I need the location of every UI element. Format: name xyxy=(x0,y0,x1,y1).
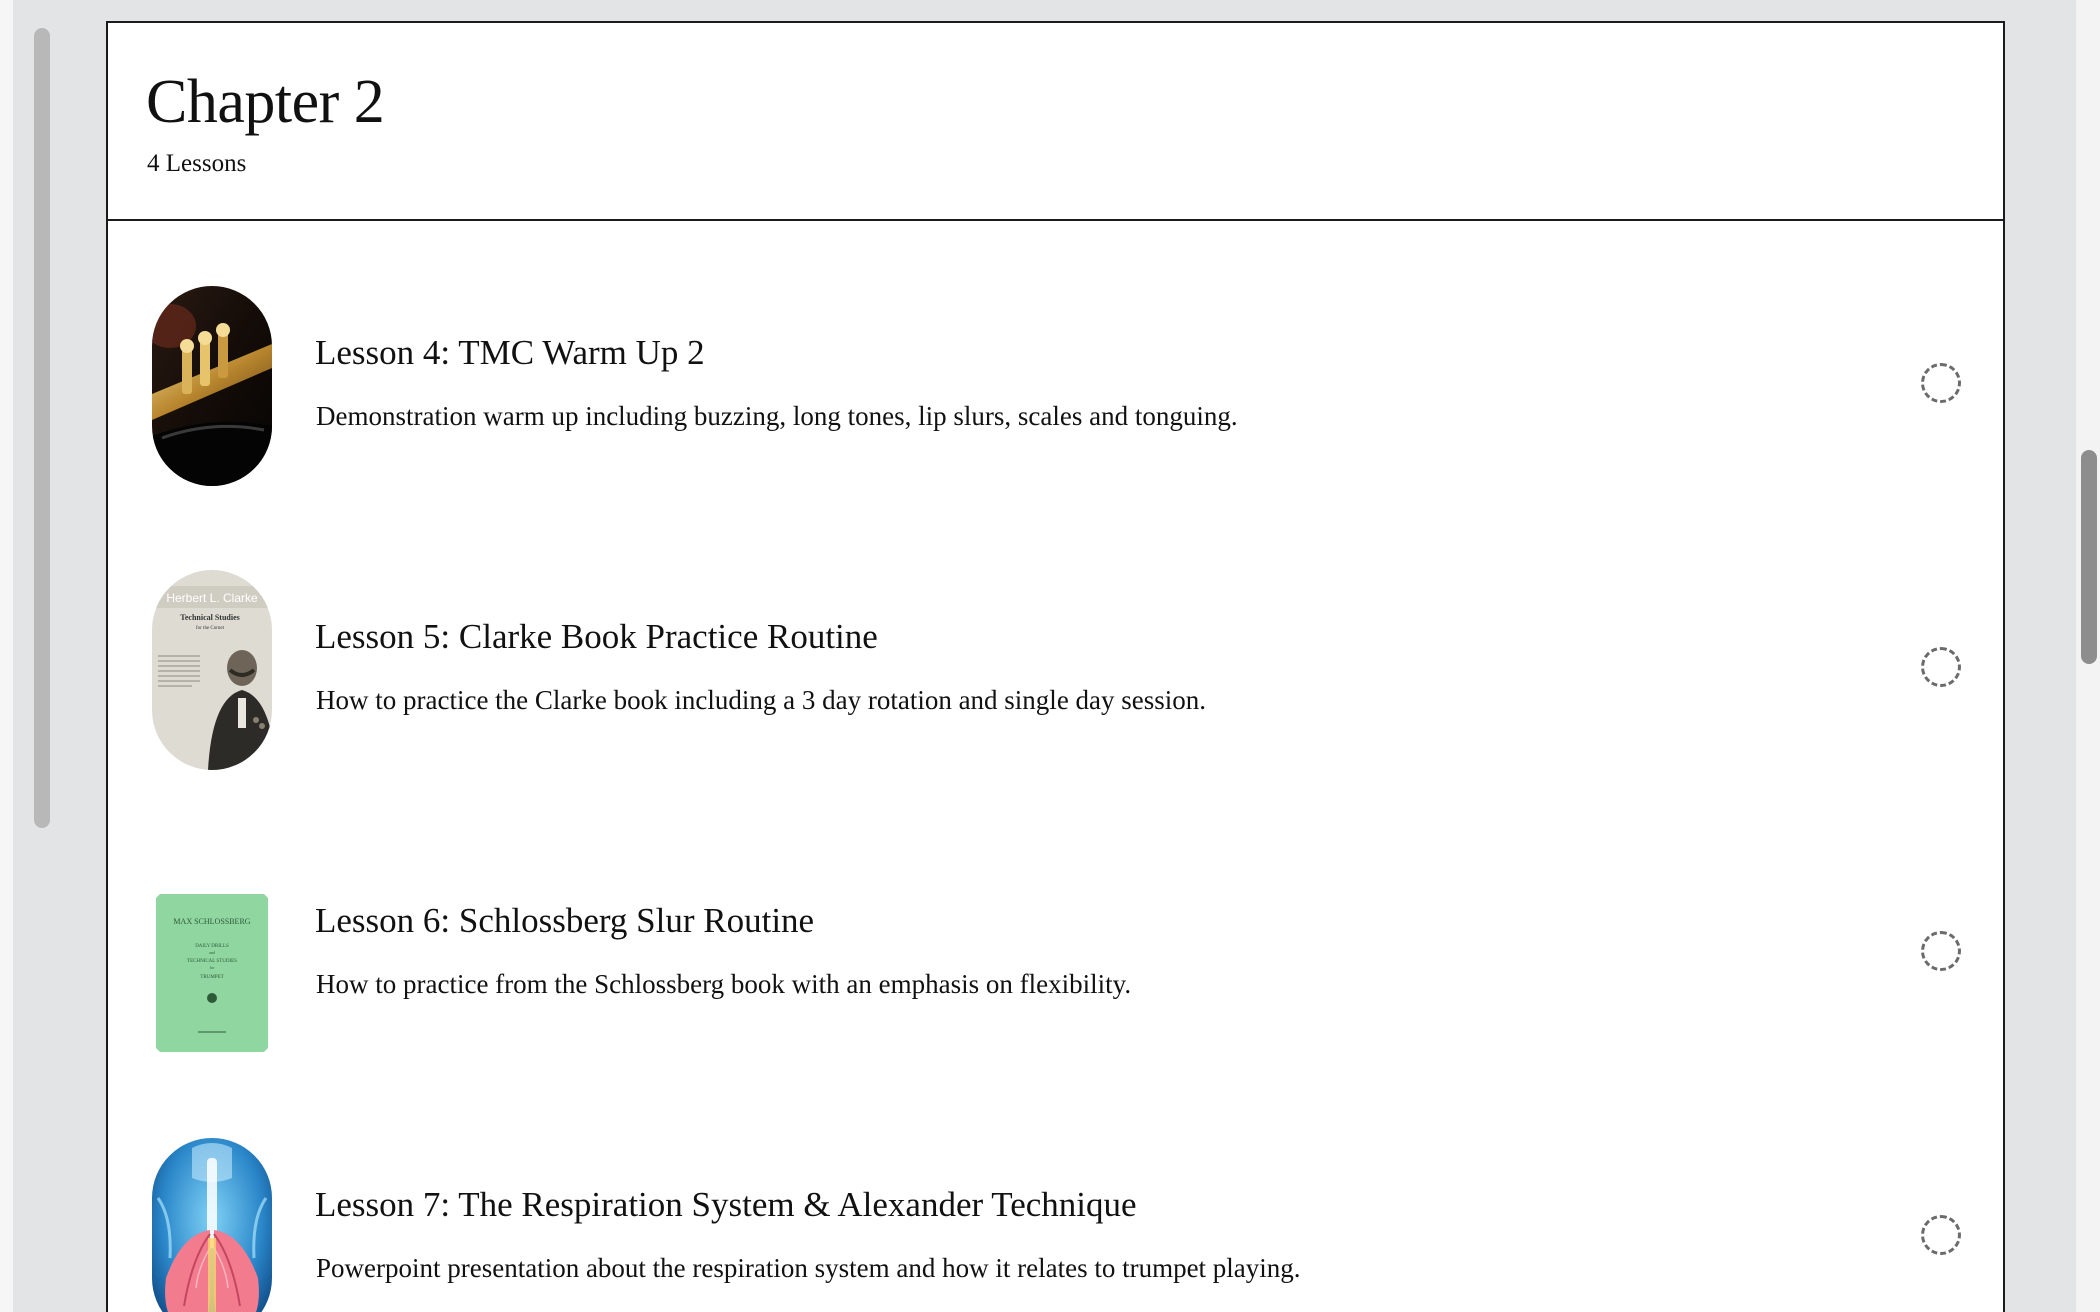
trumpet-photo-image xyxy=(152,286,272,486)
lesson-title[interactable]: Lesson 6: Schlossberg Slur Routine xyxy=(315,901,815,940)
progress-status-icon[interactable] xyxy=(1921,1215,1961,1255)
lesson-title[interactable]: Lesson 7: The Respiration System & Alexander Technique xyxy=(315,1185,1137,1224)
progress-status-icon[interactable] xyxy=(1921,931,1961,971)
right-scrollbar-track[interactable] xyxy=(2076,0,2100,1312)
schlossberg-cover-line5: TRUMPET xyxy=(200,975,224,980)
schlossberg-cover-author: MAX SCHLOSSBERG xyxy=(173,917,251,926)
right-scrollbar-thumb[interactable] xyxy=(2081,450,2097,664)
lesson-row-5[interactable] xyxy=(108,528,2003,812)
schlossberg-book-cover-image xyxy=(152,854,272,1054)
schlossberg-cover-line1: DAILY DRILLS xyxy=(195,944,229,949)
lesson-thumbnail-trumpet[interactable] xyxy=(152,286,272,486)
lesson-description: How to practice the Clarke book including a 3 day rotation and single day session. xyxy=(316,685,1207,715)
left-scrollbar-track[interactable] xyxy=(14,0,42,1312)
clarke-book-cover-image xyxy=(152,570,272,770)
schlossberg-cover-line4: for xyxy=(209,965,215,970)
chapter-header xyxy=(108,23,2003,221)
lesson-row-6[interactable] xyxy=(108,812,2003,1096)
clarke-cover-subtitle: for the Cornet xyxy=(195,626,225,631)
lesson-description: Powerpoint presentation about the respiration system and how it relates to trumpet playing. xyxy=(316,1253,1301,1283)
ornament-icon xyxy=(207,993,217,1003)
lesson-row-7[interactable] xyxy=(108,1096,2003,1312)
lesson-description: Demonstration warm up including buzzing, long tones, lip slurs, scales and tonguing. xyxy=(316,401,1238,431)
clarke-cover-title: Technical Studies xyxy=(180,613,240,622)
lesson-description: How to practice from the Schlossberg book with an emphasis on flexibility. xyxy=(316,969,1132,999)
lungs-illustration-image xyxy=(152,1138,272,1312)
lesson-title[interactable]: Lesson 5: Clarke Book Practice Routine xyxy=(315,617,878,656)
lesson-thumbnail-clarke[interactable] xyxy=(152,570,272,770)
lesson-thumbnail-schlossberg[interactable] xyxy=(152,854,272,1054)
lesson-row-4[interactable] xyxy=(108,244,2003,528)
lesson-thumbnail-lungs[interactable] xyxy=(152,1138,272,1312)
lesson-title[interactable]: Lesson 4: TMC Warm Up 2 xyxy=(315,333,705,372)
left-scrollbar-thumb[interactable] xyxy=(34,28,50,828)
chapter-card xyxy=(106,21,2005,1312)
clarke-cover-text-lines xyxy=(158,656,200,686)
left-edge xyxy=(0,0,13,1312)
chapter-title: Chapter 2 xyxy=(146,68,385,136)
clarke-cover-author: Herbert L. Clarke xyxy=(166,591,258,605)
lesson-count: 4 Lessons xyxy=(147,150,247,177)
progress-status-icon[interactable] xyxy=(1921,363,1961,403)
schlossberg-cover-line3: TECHNICAL STUDIES xyxy=(187,959,237,964)
progress-status-icon[interactable] xyxy=(1921,647,1961,687)
schlossberg-cover-line2: and xyxy=(209,950,215,955)
